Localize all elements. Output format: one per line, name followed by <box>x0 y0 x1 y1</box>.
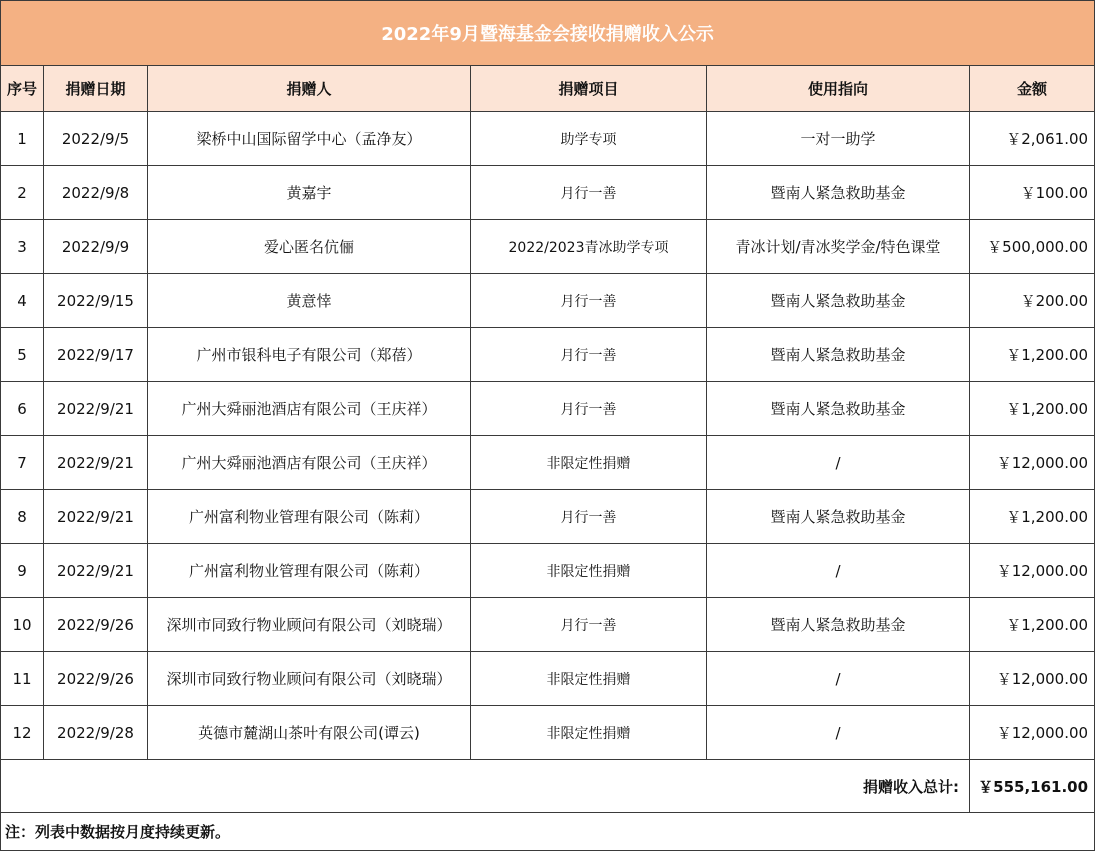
cell-date: 2022/9/26 <box>44 652 148 706</box>
cell-usage: 一对一助学 <box>707 112 970 166</box>
table-row <box>1 382 1095 436</box>
cell-date: 2022/9/28 <box>44 706 148 760</box>
cell-donor: 黄嘉宇 <box>148 166 471 220</box>
cell-date: 2022/9/21 <box>44 490 148 544</box>
cell-donor: 广州市银科电子有限公司（郑蓓） <box>148 328 471 382</box>
cell-usage: / <box>707 652 970 706</box>
cell-amount: ￥500,000.00 <box>970 220 1095 274</box>
cell-usage: / <box>707 706 970 760</box>
cell-project: 非限定性捐赠 <box>471 706 707 760</box>
cell-usage: / <box>707 436 970 490</box>
table-row <box>1 328 1095 382</box>
cell-project: 月行一善 <box>471 328 707 382</box>
cell-donor: 黄意悻 <box>148 274 471 328</box>
header-usage: 使用指向 <box>707 66 970 112</box>
cell-index: 11 <box>1 652 44 706</box>
cell-date: 2022/9/21 <box>44 544 148 598</box>
cell-donor: 深圳市同致行物业顾问有限公司（刘晓瑞） <box>148 598 471 652</box>
cell-index: 8 <box>1 490 44 544</box>
cell-index: 6 <box>1 382 44 436</box>
cell-project: 非限定性捐赠 <box>471 652 707 706</box>
cell-usage: 暨南人紧急救助基金 <box>707 382 970 436</box>
cell-usage: 暨南人紧急救助基金 <box>707 166 970 220</box>
cell-project: 2022/2023青冰助学专项 <box>471 220 707 274</box>
cell-project: 月行一善 <box>471 166 707 220</box>
table-row <box>1 652 1095 706</box>
header-amount: 金额 <box>970 66 1095 112</box>
table-row <box>1 598 1095 652</box>
cell-project: 非限定性捐赠 <box>471 544 707 598</box>
header-row <box>1 66 1095 112</box>
table-row <box>1 490 1095 544</box>
cell-index: 10 <box>1 598 44 652</box>
total-row <box>1 760 1095 813</box>
cell-usage: 暨南人紧急救助基金 <box>707 490 970 544</box>
cell-date: 2022/9/26 <box>44 598 148 652</box>
cell-project: 月行一善 <box>471 274 707 328</box>
cell-date: 2022/9/15 <box>44 274 148 328</box>
table-row <box>1 274 1095 328</box>
table-row <box>1 436 1095 490</box>
table-row <box>1 166 1095 220</box>
cell-donor: 爱心匿名伉俪 <box>148 220 471 274</box>
cell-amount: ￥12,000.00 <box>970 544 1095 598</box>
cell-date: 2022/9/8 <box>44 166 148 220</box>
cell-index: 1 <box>1 112 44 166</box>
cell-donor: 广州富利物业管理有限公司（陈莉） <box>148 544 471 598</box>
cell-project: 月行一善 <box>471 382 707 436</box>
cell-date: 2022/9/5 <box>44 112 148 166</box>
title-row <box>1 1 1095 66</box>
cell-amount: ￥1,200.00 <box>970 490 1095 544</box>
cell-project: 助学专项 <box>471 112 707 166</box>
cell-amount: ￥100.00 <box>970 166 1095 220</box>
cell-index: 5 <box>1 328 44 382</box>
total-label: 捐赠收入总计: <box>1 760 970 813</box>
cell-usage: 暨南人紧急救助基金 <box>707 598 970 652</box>
cell-index: 7 <box>1 436 44 490</box>
header-date: 捐赠日期 <box>44 66 148 112</box>
cell-date: 2022/9/21 <box>44 436 148 490</box>
page-title: 2022年9月暨海基金会接收捐赠收入公示 <box>1 1 1095 66</box>
table-row <box>1 706 1095 760</box>
cell-amount: ￥2,061.00 <box>970 112 1095 166</box>
cell-usage: 暨南人紧急救助基金 <box>707 328 970 382</box>
cell-usage: / <box>707 544 970 598</box>
cell-index: 2 <box>1 166 44 220</box>
cell-donor: 广州大舜丽池酒店有限公司（王庆祥） <box>148 382 471 436</box>
cell-donor: 梁桥中山国际留学中心（孟净友） <box>148 112 471 166</box>
cell-index: 3 <box>1 220 44 274</box>
note-row <box>1 813 1095 851</box>
cell-donor: 广州富利物业管理有限公司（陈莉） <box>148 490 471 544</box>
cell-amount: ￥12,000.00 <box>970 436 1095 490</box>
cell-amount: ￥1,200.00 <box>970 382 1095 436</box>
cell-index: 4 <box>1 274 44 328</box>
cell-usage: 青冰计划/青冰奖学金/特色课堂 <box>707 220 970 274</box>
cell-date: 2022/9/9 <box>44 220 148 274</box>
cell-amount: ￥1,200.00 <box>970 328 1095 382</box>
cell-date: 2022/9/21 <box>44 382 148 436</box>
cell-project: 月行一善 <box>471 598 707 652</box>
cell-amount: ￥1,200.00 <box>970 598 1095 652</box>
cell-project: 非限定性捐赠 <box>471 436 707 490</box>
total-value: ￥555,161.00 <box>970 760 1095 813</box>
header-donor: 捐赠人 <box>148 66 471 112</box>
cell-project: 月行一善 <box>471 490 707 544</box>
cell-amount: ￥12,000.00 <box>970 652 1095 706</box>
cell-index: 9 <box>1 544 44 598</box>
cell-donor: 英德市麓湖山茶叶有限公司(谭云) <box>148 706 471 760</box>
cell-date: 2022/9/17 <box>44 328 148 382</box>
header-project: 捐赠项目 <box>471 66 707 112</box>
table-row <box>1 112 1095 166</box>
cell-amount: ￥12,000.00 <box>970 706 1095 760</box>
header-index: 序号 <box>1 66 44 112</box>
cell-usage: 暨南人紧急救助基金 <box>707 274 970 328</box>
table-row <box>1 220 1095 274</box>
cell-amount: ￥200.00 <box>970 274 1095 328</box>
cell-index: 12 <box>1 706 44 760</box>
table-row <box>1 544 1095 598</box>
note-text: 注：列表中数据按月度持续更新。 <box>1 813 1095 851</box>
cell-donor: 广州大舜丽池酒店有限公司（王庆祥） <box>148 436 471 490</box>
cell-donor: 深圳市同致行物业顾问有限公司（刘晓瑞） <box>148 652 471 706</box>
